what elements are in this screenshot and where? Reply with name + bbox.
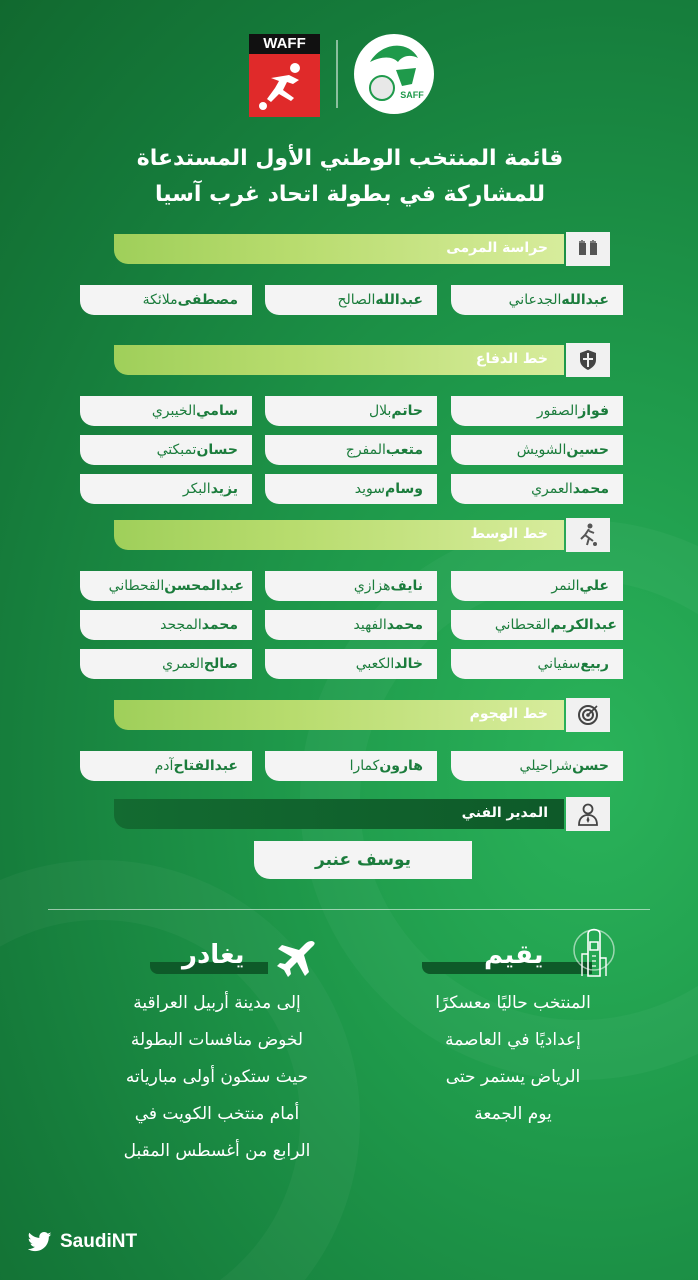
twitter-icon: [28, 1232, 52, 1252]
page-title-line2: للمشاركة في بطولة اتحاد غرب آسيا: [155, 182, 545, 207]
section-defense: [114, 343, 610, 377]
player-pill: سامي الخيبري: [80, 396, 252, 426]
player-pill: عبدالله الصالح: [265, 285, 437, 315]
twitter-handle-text[interactable]: SaudiNT: [60, 1231, 138, 1252]
divider: [48, 909, 650, 910]
player-pill: عبدالفتاح آدم: [80, 751, 252, 781]
player-pill: محمد العمري: [451, 474, 623, 504]
player-pill: صالح العمري: [80, 649, 252, 679]
section-label: خط الوسط: [470, 526, 548, 542]
player-pill: حاتم بلال: [265, 396, 437, 426]
section-label: خط الدفاع: [475, 351, 548, 367]
stay-text: المنتخب حاليًا معسكرًا إعداديًا في العاصمة الرياض يستمر حتى يوم الجمعة: [435, 993, 591, 1124]
player-pill: حسين الشويش: [451, 435, 623, 465]
player-pill: خالد الكعبي: [265, 649, 437, 679]
waff-logo: [249, 34, 320, 117]
section-label: خط الهجوم: [469, 706, 548, 722]
player-pill: يزيد البكر: [80, 474, 252, 504]
player-pill: هارون كمارا: [265, 751, 437, 781]
section-label: المدير الفني: [461, 805, 548, 821]
player-pill: علي النمر: [451, 571, 623, 601]
waff-logo-text: WAFF: [249, 34, 320, 54]
player-pill: محمد الفهيد: [265, 610, 437, 640]
depart-text: إلى مدينة أربيل العراقية لخوض منافسات البطولة حيث ستكون أولى مبارياته أمام منتخب الكويت في الرابع من أغسطس المقبل: [123, 993, 311, 1161]
player-pill: وسام سويد: [265, 474, 437, 504]
airplane-icon: [274, 936, 318, 984]
player-pill: عبدالكريم القحطاني: [451, 610, 623, 640]
svg-text:SAFF: SAFF: [400, 90, 424, 100]
player-pill: مصطفى ملائكة: [80, 285, 252, 315]
player-kicking-icon: [566, 518, 610, 552]
logo-divider: [336, 40, 338, 108]
player-pill: عبدالمحسن القحطاني: [80, 571, 252, 601]
player-pill: محمد المجحد: [80, 610, 252, 640]
depart-heading: يغادر: [182, 940, 245, 970]
section-midfield: [114, 518, 610, 552]
player-pill: حسن شراحيلي: [451, 751, 623, 781]
player-pill: متعب المفرج: [265, 435, 437, 465]
player-pill: فواز الصقور: [451, 396, 623, 426]
goalkeeper-gloves-icon: [566, 232, 610, 266]
twitter-handle[interactable]: [28, 1231, 137, 1253]
section-attack: [114, 698, 610, 732]
section-label: حراسة المرمى: [446, 240, 548, 256]
saff-logo: [352, 32, 436, 116]
manager-icon: [566, 797, 610, 831]
section-goalkeepers: [114, 232, 610, 266]
player-pill: حسان تمبكتي: [80, 435, 252, 465]
shield-icon: [566, 343, 610, 377]
player-pill: عبدالله الجدعاني: [451, 285, 623, 315]
section-coach: [114, 797, 610, 831]
coach-name-pill: يوسف عنبر: [254, 841, 472, 879]
player-pill: نايف هزازي: [265, 571, 437, 601]
player-pill: ربيع سفياني: [451, 649, 623, 679]
stay-heading: يقيم: [484, 940, 544, 970]
target-icon: [566, 698, 610, 732]
city-tower-icon: [568, 920, 616, 982]
page-title-line1: قائمة المنتخب الوطني الأول المستدعاة: [136, 146, 564, 171]
